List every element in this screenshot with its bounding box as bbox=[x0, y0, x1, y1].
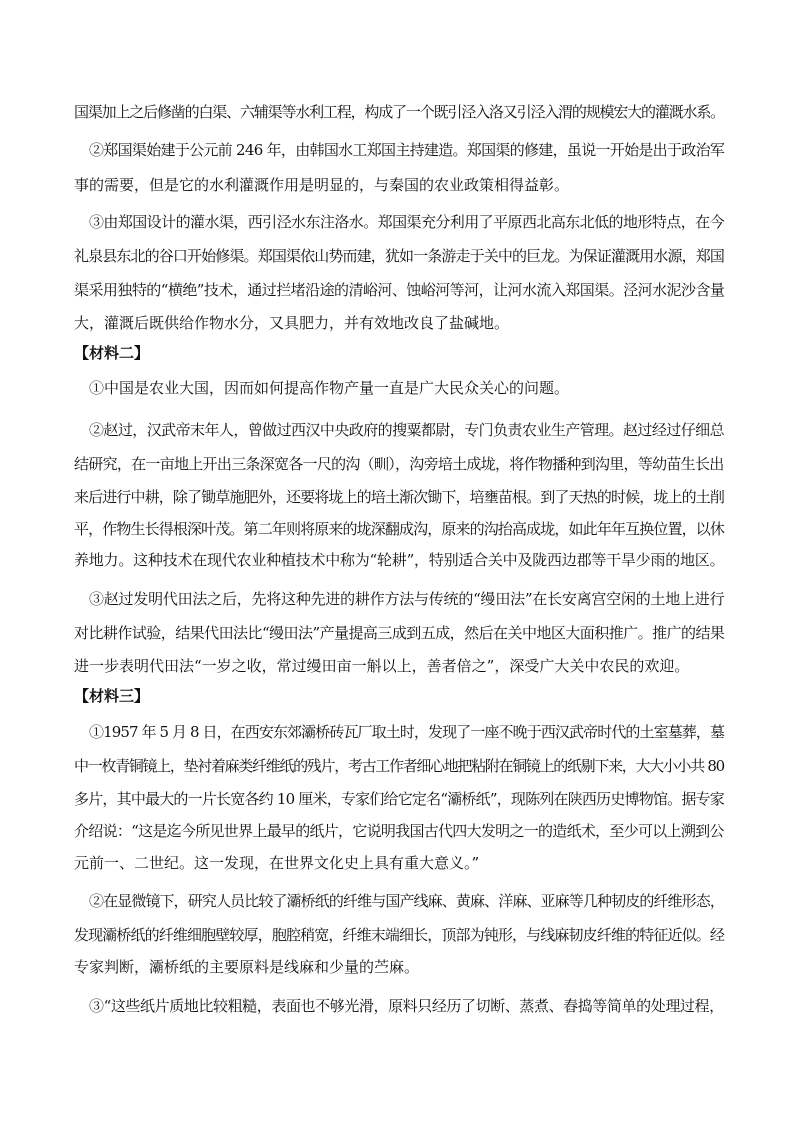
paragraph-line: ②在显微镜下，研究人员比较了灞桥纸的纤维与国产线麻、黄麻、洋麻、亚麻等几种韧皮的纤维形态， bbox=[89, 892, 725, 910]
paragraph-line: 礼泉县东北的谷口开始修渠。郑国渠依山势而建，犹如一条游走于关中的巨龙。为保证灌溉用水源，郑国 bbox=[74, 247, 724, 265]
paragraph-line: ①1957 年 5 月 8 日，在西安东郊灞桥砖瓦厂取土时，发现了一座不晚于西汉武帝时代的土室墓葬，墓 bbox=[89, 723, 725, 741]
paragraph-line: 专家判断，灞桥纸的主要原料是线麻和少量的苎麻。 bbox=[74, 958, 420, 976]
paragraph-line: ②赵过，汉武帝末年人，曾做过西汉中央政府的搜粟都尉，专门负责农业生产管理。赵过经过仔细总 bbox=[89, 421, 725, 439]
paragraph-line: 结研究，在一亩地上开出三条深宽各一尺的沟（甽），沟旁培土成垅，将作物播种到沟里，等幼苗生长出 bbox=[74, 455, 724, 473]
paragraph-line: 发现灞桥纸的纤维细胞壁较厚，胞腔稍宽，纤维末端细长，顶部为钝形，与线麻韧皮纤维的特征近似。经 bbox=[74, 926, 724, 944]
paragraph-line: 大，灌溉后既供给作物水分，又具肥力，并有效地改良了盐碱地。 bbox=[74, 314, 510, 332]
paragraph-line: 来后进行中耕，除了锄草施肥外，还要将垅上的培土渐次锄下，培壅苗根。到了天热的时候，垅上的土削 bbox=[74, 488, 724, 506]
paragraph-line: 对比耕作试验，结果代田法比“缦田法”产量提高三成到五成，然后在关中地区大面积推广。推广的结果 bbox=[74, 624, 725, 642]
paragraph-line: 事的需要，但是它的水利灌溉作用是明显的，与秦国的农业政策相得益彰。 bbox=[74, 176, 570, 194]
paragraph-line: ③“这些纸片质地比较粗糙，表面也不够光滑，原料只经历了切断、蒸煮、舂捣等简单的处理过程， bbox=[89, 997, 724, 1015]
paragraph-line: 养地力。这种技术在现代农业种植技术中称为“轮耕”，特别适合关中及陇西边郡等干旱少雨的地区。 bbox=[74, 551, 725, 569]
paragraph-line: 中一枚青铜镜上，垫衬着麻类纤维纸的残片，考古工作者细心地把粘附在铜镜上的纸剔下来，大大小小共 80 bbox=[74, 757, 724, 775]
paragraph-line: ③赵过发明代田法之后，先将这种先进的耕作方法与传统的“缦田法”在长安离宫空闲的土地上进行 bbox=[89, 590, 725, 608]
paragraph-line: 平，作物生长得根深叶茂。第二年则将原来的垅深翻成沟，原来的沟抬高成垅，如此年年互换位置，以休 bbox=[74, 520, 724, 538]
paragraph-line: 元前一、二世纪。这一发现，在世界文化史上具有重大意义。” bbox=[74, 854, 480, 872]
paragraph-line: ①中国是农业大国，因而如何提高作物产量一直是广大民众关心的问题。 bbox=[89, 379, 570, 397]
paragraph-line: 渠采用独特的“横绝”技术，通过拦堵沿途的清峪河、蚀峪河等河，让河水流入郑国渠。泾河水泥沙含量 bbox=[74, 281, 725, 299]
paragraph-line: 国渠加上之后修凿的白渠、六辅渠等水利工程，构成了一个既引泾入洛又引泾入渭的规模宏大的灌溉水系。 bbox=[74, 103, 725, 121]
paragraph-line: ③由郑国设计的灌水渠，西引泾水东注洛水。郑国渠充分利用了平原西北高东北低的地形特点，在今 bbox=[89, 213, 725, 231]
section-heading: 【材料三】 bbox=[74, 687, 150, 705]
paragraph-line: 多片，其中最大的一片长宽各约 10 厘米，专家们给它定名“灞桥纸”，现陈列在陕西历史博物馆。据专家 bbox=[74, 790, 724, 808]
paragraph-line: 进一步表明代田法“一岁之收，常过缦田亩一斛以上，善者倍之”，深受广大关中农民的欢迎。 bbox=[74, 657, 690, 675]
paragraph-line: 介绍说：“这是迄今所见世界上最早的纸片，它说明我国古代四大发明之一的造纸术，至少可以上溯到公 bbox=[74, 822, 724, 840]
section-heading: 【材料二】 bbox=[74, 344, 150, 362]
paragraph-line: ②郑国渠始建于公元前 246 年，由韩国水工郑国主持建造。郑国渠的修建，虽说一开始是出于政治军 bbox=[89, 141, 725, 159]
